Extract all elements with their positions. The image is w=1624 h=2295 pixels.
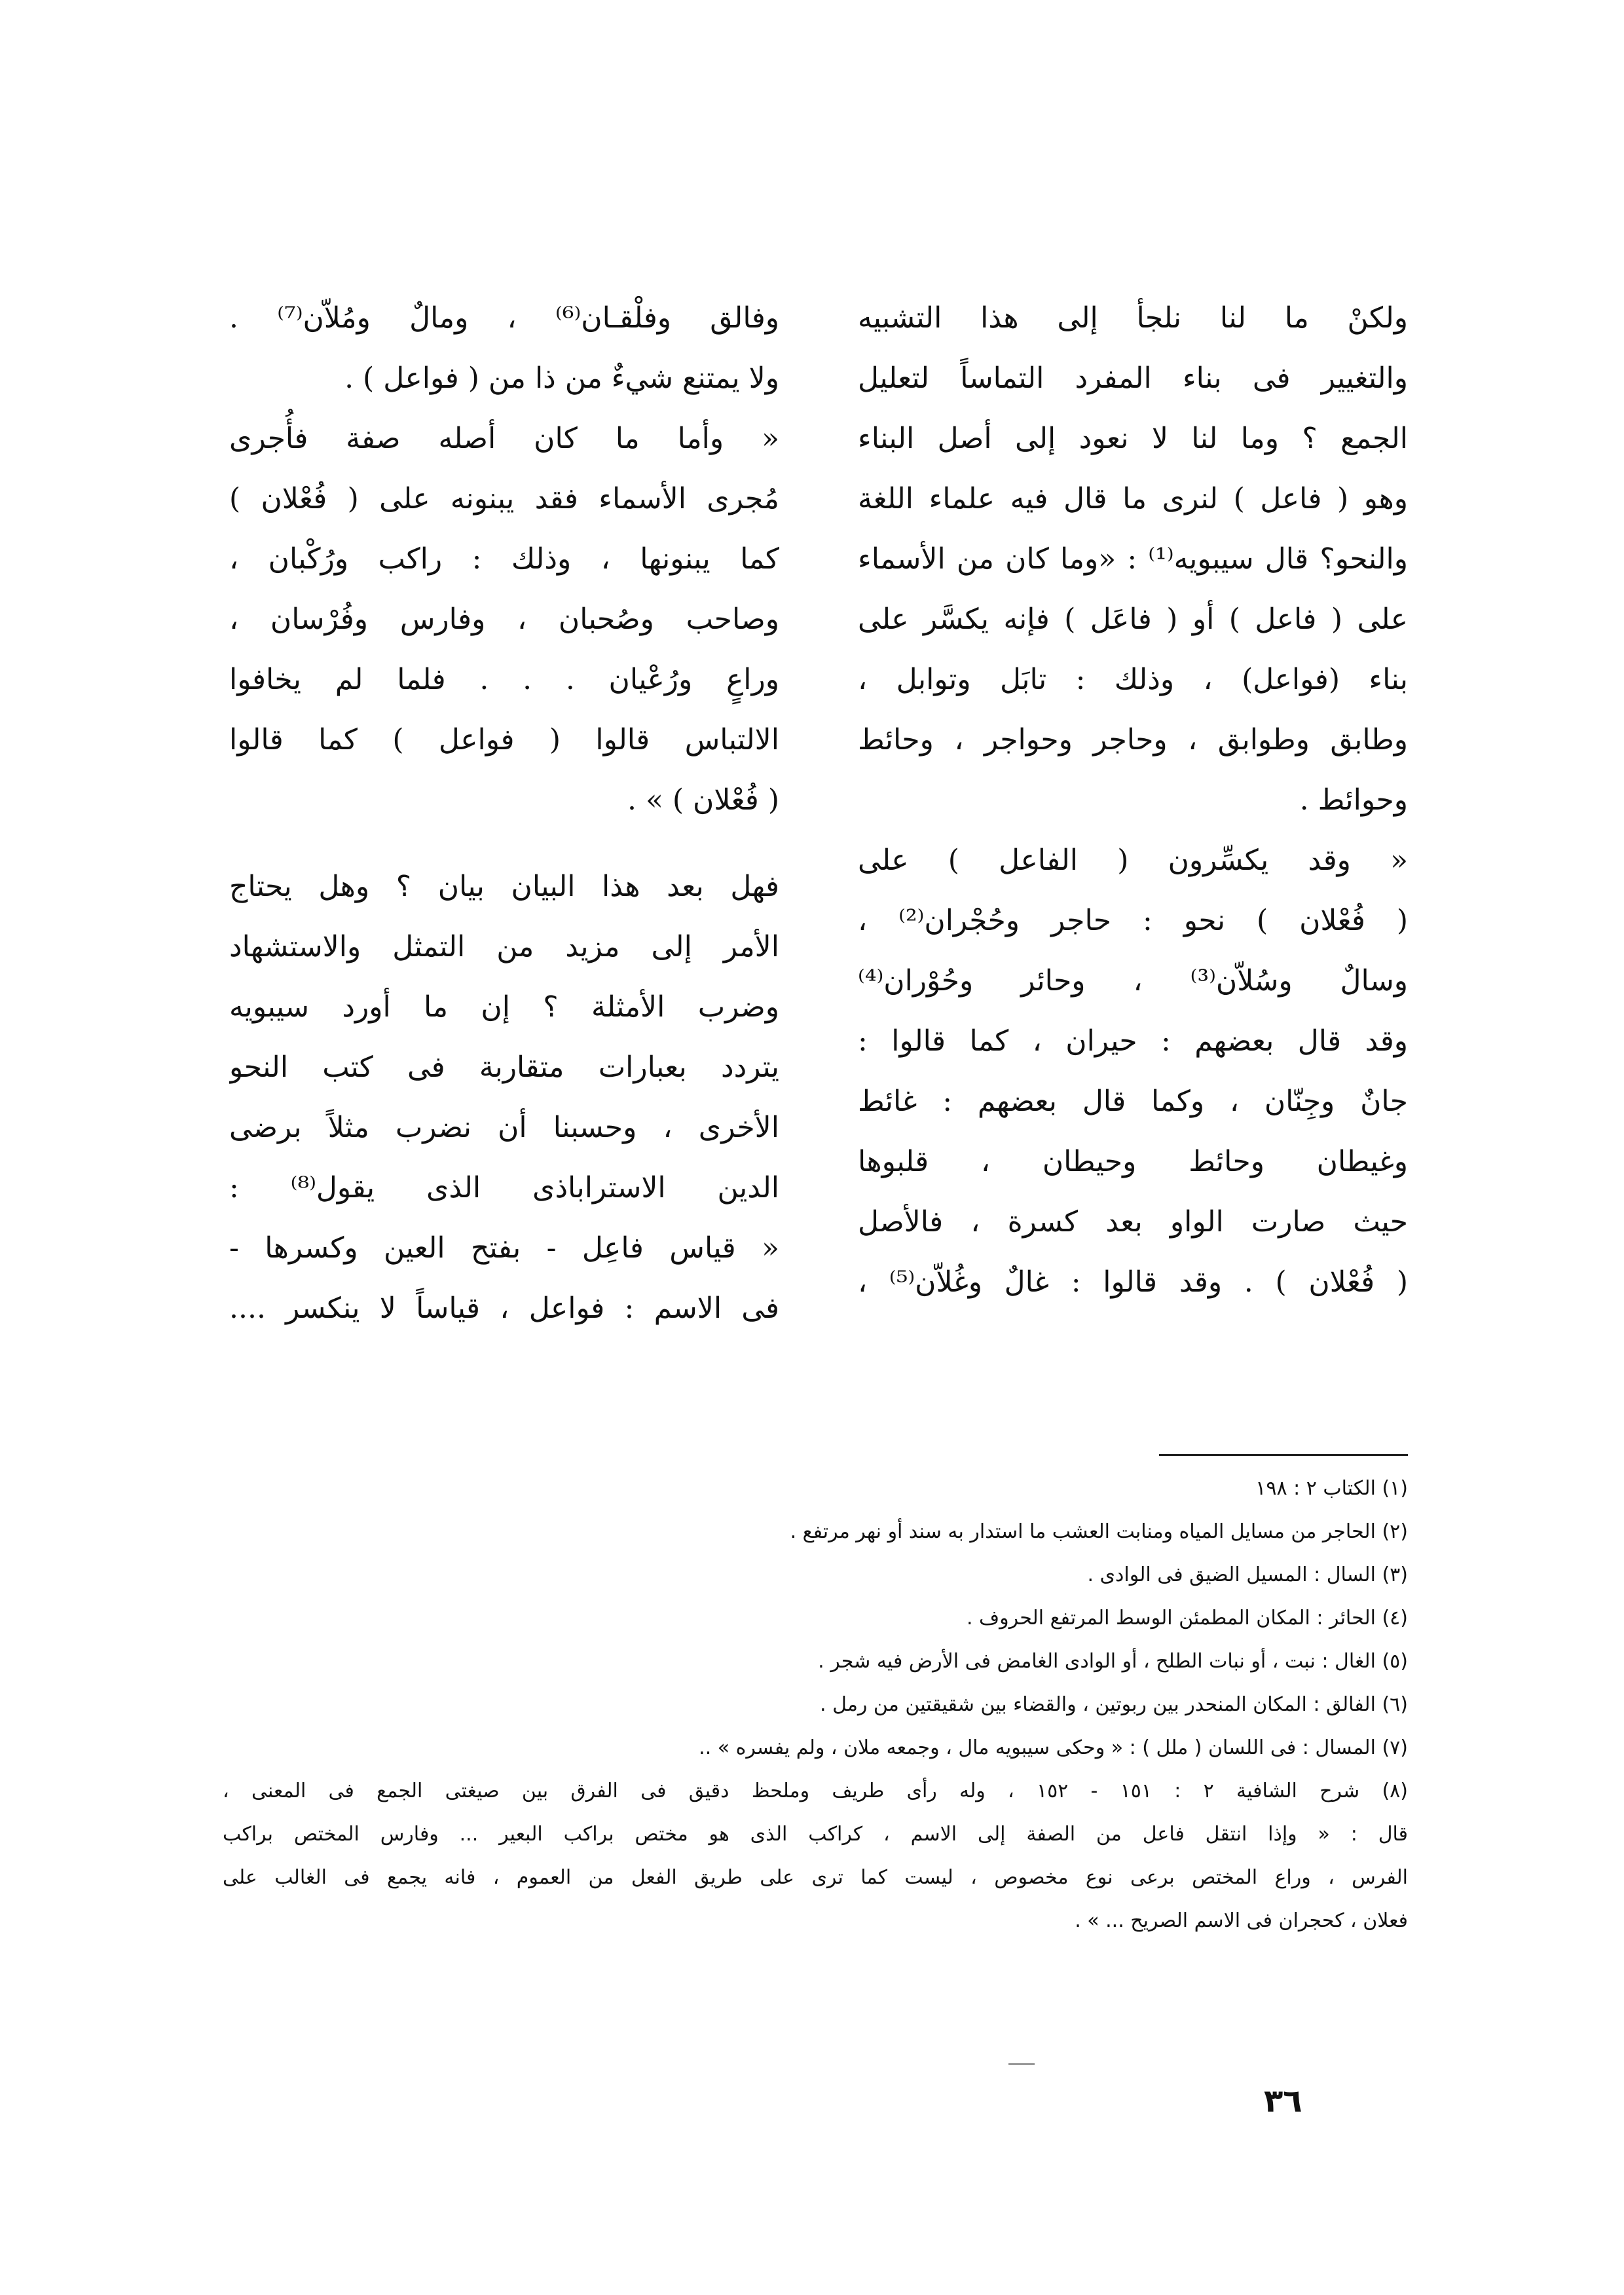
footnote: فعلان ، كحجران فى الاسم الصريح ... » .: [1075, 1909, 1408, 1932]
text-line: وضرب الأمثلة ؟ إن ما أورد سيبويه: [229, 990, 779, 1024]
footnote: الفرس ، وراع المختص برعى نوع مخصوص ، ليست كما ترى على طريق الفعل من العموم ، فانه يجمع فى الغالب على: [223, 1866, 1408, 1889]
footnote: (٢) الحاجر من مسايل المياه ومنابت العشب ما استدار به سند أو نهر مرتفع .: [790, 1520, 1408, 1543]
text-line: يتردد بعبارات متقاربة فى كتب النحو: [229, 1051, 779, 1084]
text-line: وسالٌ وسُلاّن⁽³⁾ ، وحائر وحُوْران⁽⁴⁾: [858, 964, 1408, 998]
text-line: وغيطان وحائط وحيطان ، قلبوها: [858, 1145, 1408, 1178]
paragraph-gap: [229, 830, 779, 857]
text-line: بناء (فواعل) ، وذلك : تابَل وتوابل ،: [858, 663, 1408, 696]
text-line: وراعٍ ورُعْيان . . . فلما لم يخافوا: [229, 663, 779, 696]
text-line: ولا يمتنع شيءٌ من ذا من ( فواعل ) .: [344, 362, 779, 395]
text-line: ( فُعْلان ) نحو : حاجر وحُجْران⁽²⁾ ،: [858, 904, 1408, 937]
footnote: (٤) الحائر : المكان المطمئن الوسط المرتفع الحروف .: [966, 1607, 1408, 1630]
text-line: وهو ( فاعل ) لنرى ما قال فيه علماء اللغة: [858, 482, 1408, 515]
text-line: والتغيير فى بناء المفرد التماساً لتعليل: [858, 362, 1408, 395]
text-line: وفالق وفلْقـان⁽⁶⁾ ، ومالٌ ومُلاّن⁽⁷⁾ .: [229, 301, 779, 335]
footnote: (١) الكتاب ٢ : ١٩٨: [1255, 1477, 1408, 1500]
text-line: الدين الاستراباذى الذى يقول⁽⁸⁾ :: [229, 1171, 779, 1204]
text-line: وصاحب وصُحبان ، وفارس وفُرْسان ،: [229, 603, 779, 636]
text-line: جانٌ وجِنّان ، وكما قال بعضهم : غائط: [858, 1085, 1408, 1118]
text-line: ولكنْ ما لنا نلجأ إلى هذا التشبيه: [858, 301, 1408, 335]
text-line: الجمع ؟ وما لنا لا نعود إلى أصل البناء: [858, 422, 1408, 455]
text-line: كما يبنونها ، وذلك : راكب ورُكْبان ،: [229, 542, 779, 576]
text-line: ( فُعْلان ) . وقد قالوا : غالٌ وغُلاّن⁽⁵⁾ ،: [858, 1265, 1408, 1299]
text-line: والنحو؟ قال سيبويه⁽¹⁾ : «وما كان من الأسماء: [858, 542, 1408, 576]
text-line: حيث صارت الواو بعد كسرة ، فالأصل: [858, 1205, 1408, 1239]
right-column: [858, 288, 1408, 1313]
text-line: فى الاسم : فواعل ، قياساً لا ينكسر ....: [229, 1292, 779, 1325]
text-line: وطابق وطوابق ، وحاجر وحواجر ، وحائط: [858, 723, 1408, 756]
text-line: « قياس فاعِل - بفتح العين وكسرها -: [229, 1231, 779, 1265]
text-line: « وقد يكسِّرون ( الفاعل ) على: [858, 844, 1408, 877]
text-line: على ( فاعل ) أو ( فاعَل ) فإنه يكسَّر على: [858, 603, 1408, 636]
left-column: [229, 288, 779, 1339]
footnotes: [223, 1467, 1408, 1943]
text-line: الأخرى ، وحسبنا أن نضرب مثلاً برضى: [229, 1111, 779, 1144]
text-line: مُجرى الأسماء فقد يبنونه على ( فُعْلان ): [229, 482, 779, 515]
text-line: فهل بعد هذا البيان بيان ؟ وهل يحتاج: [229, 870, 779, 903]
text-line: وحوائط .: [1299, 783, 1408, 817]
text-line: « وأما ما كان أصله صفة فأُجرى: [229, 422, 779, 455]
page-number: ٣٦: [1264, 2083, 1302, 2119]
text-line: وقد قال بعضهم : حيران ، كما قالوا :: [858, 1024, 1408, 1058]
scan-mark: [1008, 2063, 1035, 2065]
text-line: الأمر إلى مزيد من التمثل والاستشهاد: [229, 930, 779, 963]
footnote: (٥) الغال : نبت ، أو نبات الطلح ، أو الوادى الغامض فى الأرض فيه شجر .: [818, 1650, 1408, 1673]
footnote: (٦) الفالق : المكان المنحدر بين ربوتين ، والقضاء بين شقيقتين من رمل .: [820, 1693, 1408, 1716]
footnote: (٨) شرح الشافية ٢ : ١٥١ - ١٥٢ ، وله رأى طريف وملحظ دقيق فى الفرق بين صيغتى الجمع فى المعنى ،: [223, 1780, 1408, 1802]
footnote: (٣) السال : المسيل الضيق فى الوادى .: [1087, 1563, 1408, 1586]
footnote-separator: [1159, 1454, 1408, 1456]
text-line: ( فُعْلان ) » .: [627, 783, 779, 817]
footnote: (٧) المسال : فى اللسان ( ملل ) : « وحكى سيبويه مال ، وجمعه ملان ، ولم يفسره » ..: [699, 1736, 1408, 1759]
footnote: قال : « وإذا انتقل فاعل من الصفة إلى الاسم ، كراكب الذى هو مختص براكب البعير ... وفارس المختص براكب: [223, 1823, 1408, 1846]
text-line: الالتباس قالوا ( فواعل ) كما قالوا: [229, 723, 779, 756]
